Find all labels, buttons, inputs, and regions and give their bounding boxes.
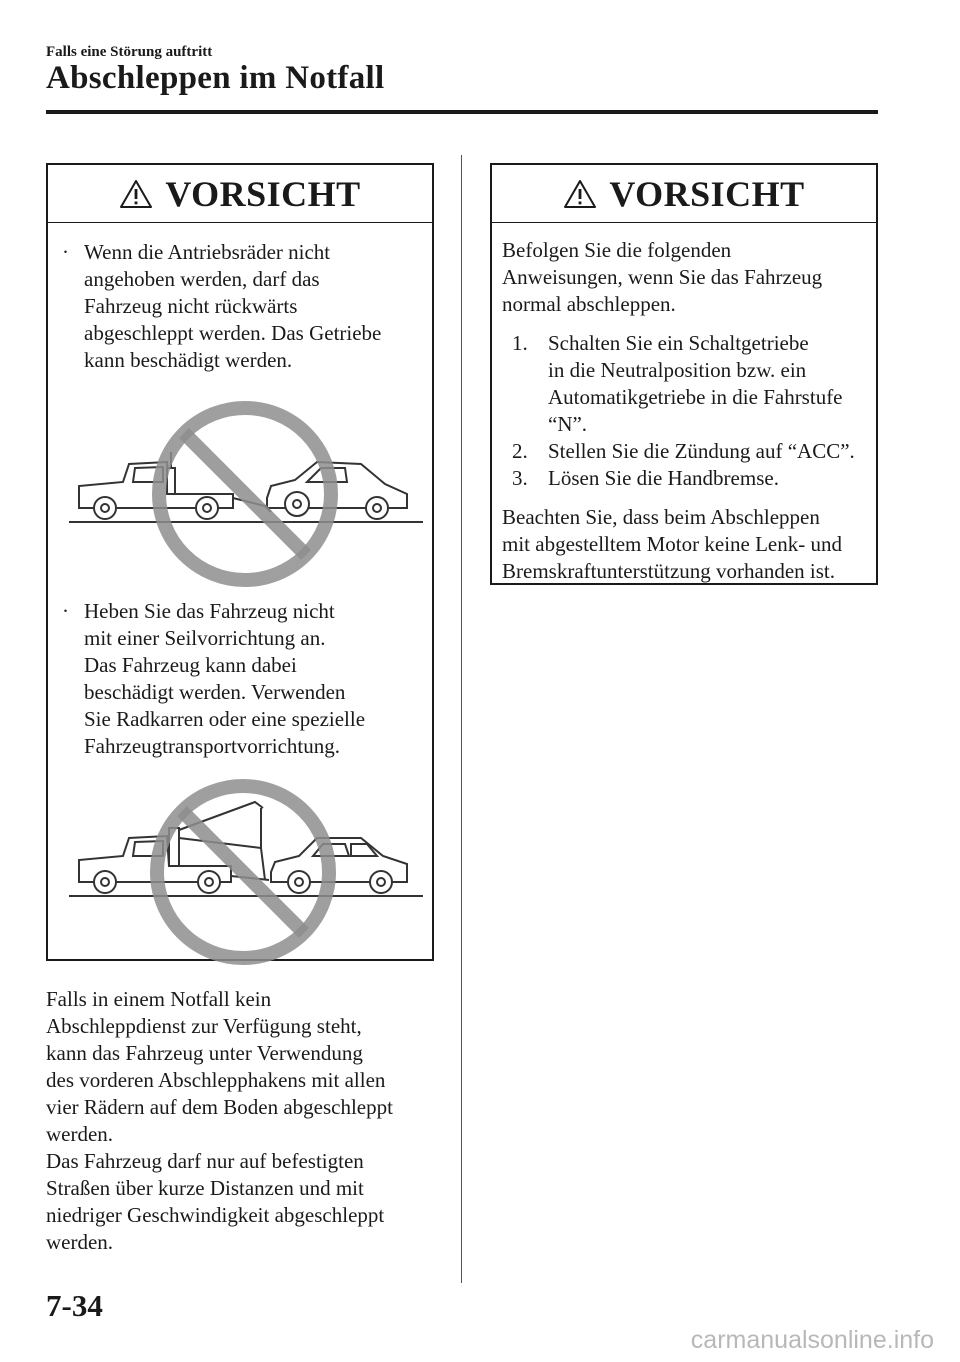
text-line: niedriger Geschwindigkeit abgeschleppt <box>46 1203 385 1227</box>
text-line: Lösen Sie die Handbremse. <box>548 466 779 490</box>
text-line: kann das Fahrzeug unter Verwendung <box>46 1041 363 1065</box>
text-line: Fahrzeug nicht rückwärts <box>84 294 298 318</box>
text-line: kann beschädigt werden. <box>84 348 293 372</box>
step-number: 3. <box>512 466 528 490</box>
left-warning-box <box>46 163 434 961</box>
bullet-dot: · <box>62 240 69 264</box>
warning-outro <box>492 492 876 585</box>
text-line: Falls in einem Notfall kein <box>46 987 272 1011</box>
text-line: Fahrzeugtransportvorrichtung. <box>84 734 341 758</box>
text-line: “N”. <box>548 412 588 436</box>
text-line: werden. <box>46 1122 114 1146</box>
text-line: Das Fahrzeug kann dabei <box>84 653 297 677</box>
illustration-towing-backwards-prohibited <box>55 390 425 592</box>
text-line: Anweisungen, wenn Sie das Fahrzeug <box>502 265 823 289</box>
left-body-text <box>46 986 446 1256</box>
text-line: abgeschleppt werden. Das Getriebe <box>84 321 382 345</box>
step-item <box>502 330 876 438</box>
text-line: beschädigt werden. Verwenden <box>84 680 346 704</box>
warning-bullet-1 <box>48 239 432 374</box>
warning-header <box>48 165 432 223</box>
text-line: des vorderen Abschlepphakens mit allen <box>46 1068 386 1092</box>
section-label: Falls eine Störung auftritt <box>46 44 213 60</box>
text-line: Das Fahrzeug darf nur auf befestigten <box>46 1149 364 1173</box>
text-line: Bremskraftunterstützung vorhanden ist. <box>502 559 836 583</box>
car-on-sling <box>271 838 407 893</box>
warning-title: VORSICHT <box>165 173 361 214</box>
text-line: Wenn die Antriebsräder nicht <box>84 240 331 264</box>
text-line: angehoben werden, darf das <box>84 267 320 291</box>
text-line: in die Neutralposition bzw. ein <box>548 358 807 382</box>
warning-triangle-icon <box>563 179 597 209</box>
text-line: Beachten Sie, dass beim Abschleppen <box>502 505 820 529</box>
warning-title: VORSICHT <box>609 173 805 214</box>
text-line: Stellen Sie die Zündung auf “ACC”. <box>548 439 855 463</box>
warning-intro <box>492 223 876 318</box>
text-line: werden. <box>46 1230 114 1254</box>
watermark: carmanualsonline.info <box>690 1326 934 1354</box>
text-line: Befolgen Sie die folgenden <box>502 238 732 262</box>
text-line: normal abschleppen. <box>502 292 676 316</box>
warning-header <box>492 165 876 223</box>
warning-bullet-2 <box>48 598 432 760</box>
text-line: Straßen über kurze Distanzen und mit <box>46 1176 364 1200</box>
text-line: vier Rädern auf dem Boden abgeschleppt <box>46 1095 393 1119</box>
right-warning-box <box>490 163 878 585</box>
page-title: Abschleppen im Notfall <box>46 60 385 96</box>
text-line: Sie Radkarren oder eine spezielle <box>84 707 366 731</box>
step-number: 1. <box>512 331 528 355</box>
illustration-sling-towing-prohibited <box>55 768 425 968</box>
header-rule <box>46 110 878 114</box>
step-item <box>502 438 876 465</box>
text-line: Schalten Sie ein Schaltgetriebe <box>548 331 809 355</box>
step-number: 2. <box>512 439 528 463</box>
text-line: Abschleppdienst zur Verfügung steht, <box>46 1014 362 1038</box>
bullet-dot: · <box>62 599 69 623</box>
step-item <box>502 465 876 492</box>
text-line: Automatikgetriebe in die Fahrstufe <box>548 385 843 409</box>
text-line: mit abgestelltem Motor keine Lenk- und <box>502 532 842 556</box>
text-line: Heben Sie das Fahrzeug nicht <box>84 599 335 623</box>
column-divider <box>461 155 462 1283</box>
warning-triangle-icon <box>119 179 153 209</box>
warning-steps <box>492 330 876 492</box>
text-line: mit einer Seilvorrichtung an. <box>84 626 326 650</box>
page-number: 7-34 <box>46 1288 103 1323</box>
